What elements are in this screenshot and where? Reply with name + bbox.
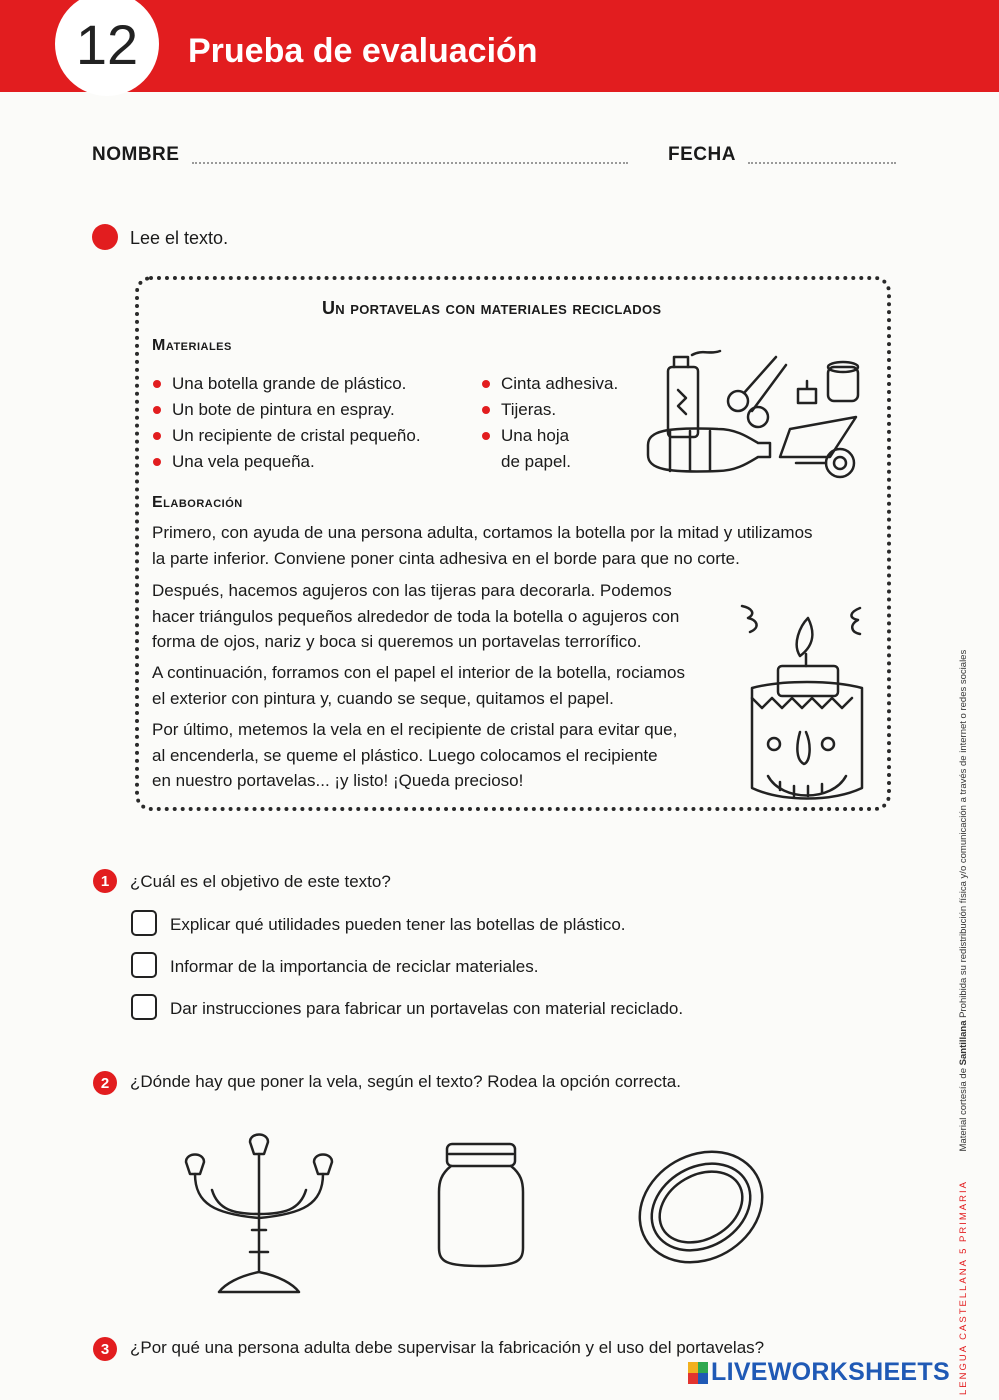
header-bar bbox=[0, 0, 999, 92]
candle-holder-illustration-icon bbox=[732, 596, 880, 832]
paragraph-3: A continuación, forramos con el papel el interior de la botella, rociamos el exterior con pintura y, cuando se seque, quitamos el papel. bbox=[152, 663, 685, 708]
name-field[interactable] bbox=[192, 162, 628, 164]
date-label: FECHA bbox=[668, 144, 736, 165]
bullet-icon bbox=[153, 432, 161, 440]
question-2-number: 2 bbox=[93, 1071, 117, 1095]
list-item: Una vela pequeña. bbox=[152, 449, 421, 475]
materials-list-left bbox=[152, 371, 421, 475]
list-item: Una botella grande de plástico. bbox=[152, 371, 421, 397]
reading-instruction: Lee el texto. bbox=[130, 228, 229, 248]
liveworksheets-icon bbox=[688, 1362, 708, 1384]
list-item: Un bote de pintura en espray. bbox=[152, 397, 421, 423]
option-3-checkbox[interactable] bbox=[131, 994, 157, 1020]
reading-title: Un portavelas con materiales reciclados bbox=[322, 298, 662, 318]
materials-list-right bbox=[481, 371, 618, 475]
liveworksheets-logo[interactable]: LIVEWORKSHEETS bbox=[688, 1358, 950, 1387]
elaboration-heading: Elaboración bbox=[152, 494, 243, 511]
name-label: NOMBRE bbox=[92, 144, 180, 165]
materials-heading: Materiales bbox=[152, 337, 232, 354]
page-title: Prueba de evaluación bbox=[188, 32, 538, 70]
question-3-text: ¿Por qué una persona adulta debe supervisar la fabricación y el uso del portavelas? bbox=[130, 1338, 765, 1357]
bullet-icon bbox=[482, 406, 490, 414]
bullet-icon bbox=[482, 380, 490, 388]
bullet-icon bbox=[153, 406, 161, 414]
candelabra-option-icon[interactable] bbox=[182, 1120, 337, 1298]
paragraph-1: Primero, con ayuda de una persona adulta, cortamos la botella por la mitad y utilizamos la parte inferior. Conviene poner cinta adhesiva en el borde para que no corte. bbox=[152, 523, 813, 568]
instruction-marker bbox=[92, 224, 118, 250]
jar-option-icon[interactable] bbox=[437, 1140, 525, 1268]
question-1-number: 1 bbox=[93, 869, 117, 893]
list-item: Cinta adhesiva. bbox=[481, 371, 618, 397]
plate-option-icon[interactable] bbox=[632, 1148, 770, 1266]
option-2-label: Informar de la importancia de reciclar materiales. bbox=[170, 957, 539, 976]
question-1-text: ¿Cuál es el objetivo de este texto? bbox=[130, 872, 391, 891]
paragraph-2: Después, hacemos agujeros con las tijeras para decorarla. Podemos hacer triángulos pequeños alrededor de toda la botella o agujeros con forma de ojos, nariz y boca si queremos un portavelas terrorífico. bbox=[152, 581, 680, 651]
option-3-label: Dar instrucciones para fabricar un portavelas con material reciclado. bbox=[170, 999, 684, 1018]
paragraph-4: Por último, metemos la vela en el recipiente de cristal para evitar que, al encenderla, se queme el plástico. Luego colocamos el recipiente en nuestro portavelas... ¡y listo! ¡Queda precioso! bbox=[152, 720, 678, 790]
option-1-label: Explicar qué utilidades pueden tener las botellas de plástico. bbox=[170, 915, 626, 934]
question-3-number: 3 bbox=[93, 1337, 117, 1361]
bullet-icon bbox=[153, 458, 161, 466]
option-2-checkbox[interactable] bbox=[131, 952, 157, 978]
materials-illustration-icon bbox=[640, 345, 870, 495]
date-field[interactable] bbox=[748, 162, 896, 164]
bullet-icon bbox=[482, 432, 490, 440]
question-2-text: ¿Dónde hay que poner la vela, según el texto? Rodea la opción correcta. bbox=[130, 1072, 681, 1091]
unit-number: 12 bbox=[55, 0, 159, 96]
list-item: Un recipiente de cristal pequeño. bbox=[152, 423, 421, 449]
sidebar-copyright: LENGUA CASTELLANA 5 PRIMARIA Material cortesía de Santillana Prohibida su redistribución física y/o comunicación a través de internet o redes sociales bbox=[958, 649, 969, 1395]
option-1-checkbox[interactable] bbox=[131, 910, 157, 936]
list-item: de papel. bbox=[501, 452, 571, 471]
list-item: Tijeras. bbox=[481, 397, 618, 423]
list-item: Una hoja bbox=[481, 423, 618, 449]
bullet-icon bbox=[153, 380, 161, 388]
